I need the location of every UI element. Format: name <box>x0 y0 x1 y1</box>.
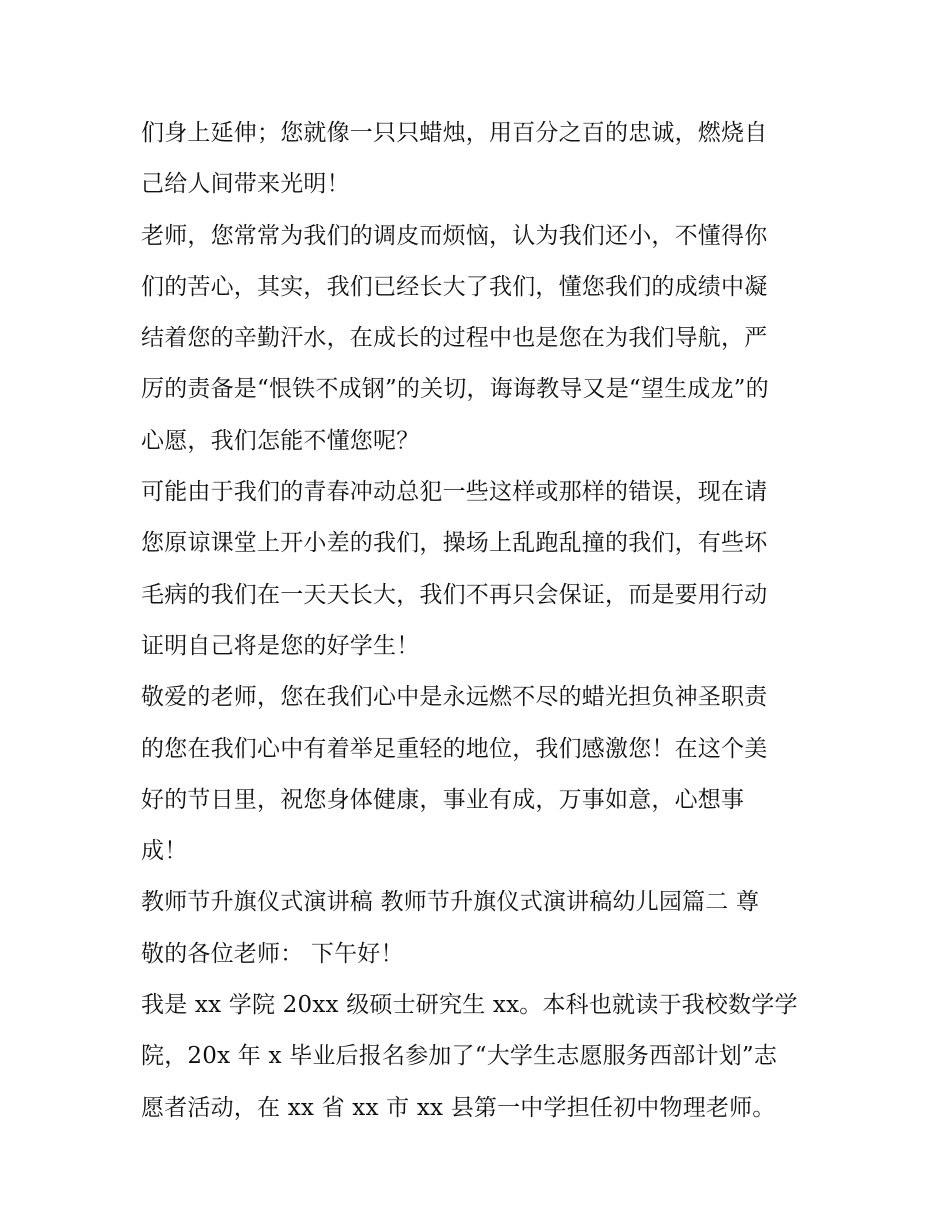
text-line: 我是 xx 学院 20xx 级硕士研究生 xx。本科也就读于我校数学学 <box>141 992 798 1019</box>
text-line: 们的苦心，其实，我们已经长大了我们，懂您我们的成绩中凝 <box>141 273 768 300</box>
text-line: 己给人间带来光明！ <box>141 171 350 198</box>
text-line: 好的节日里，祝您身体健康，事业有成，万事如意，心想事 <box>141 786 745 813</box>
text-line: 厉的责备是“恨铁不成钢”的关切，诲诲教导又是“望生成龙”的 <box>141 376 769 403</box>
text-line: 的您在我们心中有着举足重轻的地位，我们感激您！在这个美 <box>141 735 768 762</box>
text-line: 老师，您常常为我们的调皮而烦恼，认为我们还小，不懂得你 <box>141 222 768 249</box>
text-line: 成！ <box>141 838 188 865</box>
text-line: 们身上延伸；您就像一只只蜡烛，用百分之百的忠诚，燃烧自 <box>141 120 768 146</box>
text-line: 毛病的我们在一天天长大，我们不再只会保证，而是要用行动 <box>141 581 768 608</box>
text-line: 结着您的辛勤汗水，在成长的过程中也是您在为我们导航，严 <box>141 325 768 352</box>
text-line: 教师节升旗仪式演讲稿 教师节升旗仪式演讲稿幼儿园篇二 尊 <box>141 889 760 916</box>
text-line: 心愿，我们怎能不懂您呢？ <box>141 427 420 454</box>
text-line: 愿者活动，在 xx 省 xx 市 xx 县第一中学担任初中物理老师。 <box>141 1094 776 1121</box>
text-line: 院，20x 年 x 毕业后报名参加了“大学生志愿服务西部计划”志 <box>141 1043 778 1070</box>
text-line: 可能由于我们的青春冲动总犯一些这样或那样的错误，现在请 <box>141 479 768 506</box>
text-line: 您原谅课堂上开小差的我们，操场上乱跑乱撞的我们，有些坏 <box>141 530 768 557</box>
text-line: 敬的各位老师： 下午好！ <box>141 940 404 967</box>
text-line: 敬爱的老师，您在我们心中是永远燃不尽的蜡光担负神圣职责 <box>141 684 768 711</box>
document-body <box>141 108 821 1134</box>
text-line: 证明自己将是您的好学生！ <box>141 632 420 659</box>
